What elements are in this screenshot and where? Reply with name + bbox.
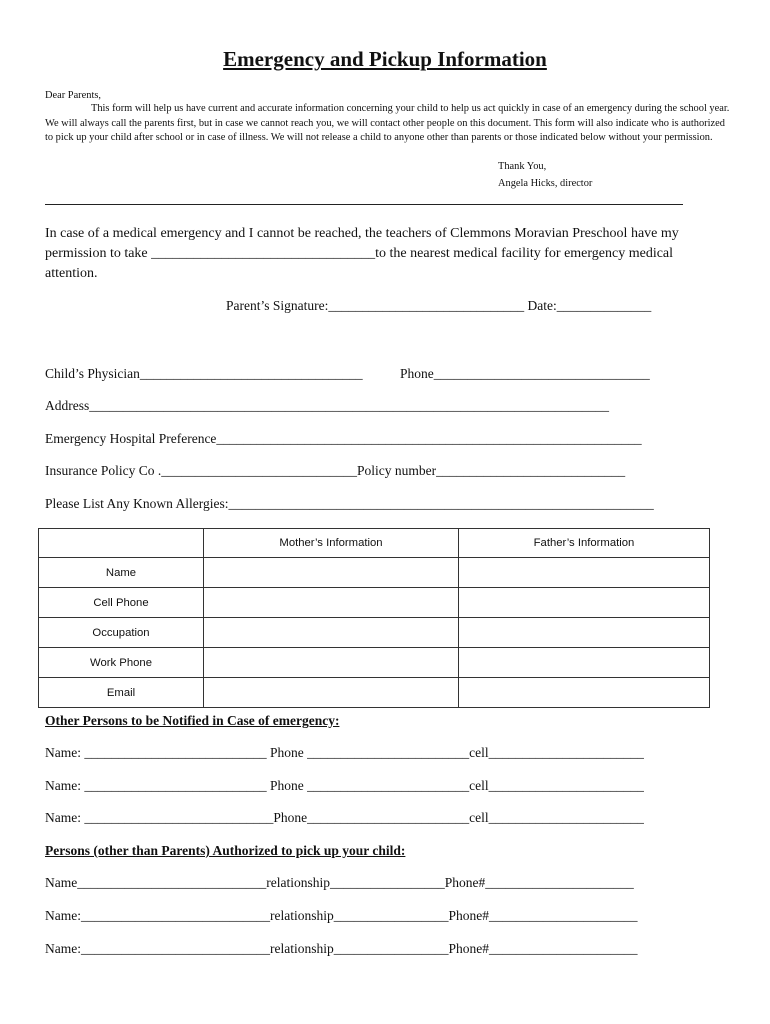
- mother-work-phone-cell[interactable]: [204, 648, 459, 678]
- pickup-line-2[interactable]: Name:____________________________relationship_________________Phone#______________________: [45, 908, 638, 923]
- table-row: [39, 558, 710, 588]
- table-row: [39, 588, 710, 618]
- parent-info-table: [38, 528, 710, 708]
- closing: Thank You,: [498, 161, 547, 172]
- table-row: [39, 678, 710, 708]
- allergies-field[interactable]: Please List Any Known Allergies:_______________________________________________________________: [45, 496, 654, 511]
- other-person-line-1[interactable]: Name: ___________________________ Phone ________________________cell_______________________: [45, 745, 644, 760]
- permission-line-1: In case of a medical emergency and I cannot be reached, the teachers of Clemmons Moravian Preschool have my: [45, 226, 679, 241]
- table-row: [39, 648, 710, 678]
- permission-line-2[interactable]: permission to take ________________________________to the nearest medical facility for emergency medical: [45, 246, 674, 261]
- pickup-heading: Persons (other than Parents) Authorized to pick up your child:: [45, 843, 406, 858]
- mother-name-cell[interactable]: [204, 558, 459, 588]
- hospital-field[interactable]: Emergency Hospital Preference_______________________________________________________________: [45, 431, 642, 446]
- mother-email-cell[interactable]: [204, 678, 459, 708]
- father-occupation-cell[interactable]: [459, 618, 710, 648]
- pickup-line-3[interactable]: Name:____________________________relationship_________________Phone#______________________: [45, 941, 638, 956]
- mother-occupation-cell[interactable]: [204, 618, 459, 648]
- permission-line-3: attention.: [45, 266, 98, 281]
- table-header-blank: [39, 529, 204, 558]
- insurance-field[interactable]: Insurance Policy Co ._____________________________Policy number____________________________: [45, 463, 626, 478]
- letter-body: This form will help us have current and accurate information concerning your child to help us act quickly in case of an emergency during the school year. We will always call the parents first, but in case we cannot reach you, we will contact other people on this document. This form will also indicate who is authorized to pick up your child after school or in case of illness. We will not release a child to anyone other than parents or those indicated below without your permission.: [45, 103, 730, 143]
- father-email-cell[interactable]: [459, 678, 710, 708]
- father-cell-phone-cell[interactable]: [459, 588, 710, 618]
- father-name-cell[interactable]: [459, 558, 710, 588]
- mother-cell-phone-cell[interactable]: [204, 588, 459, 618]
- row-label-occupation: Occupation: [39, 618, 204, 648]
- physician-phone-field[interactable]: Phone________________________________: [400, 366, 650, 381]
- address-field[interactable]: Address_____________________________________________________________________________: [45, 398, 609, 413]
- salutation: Dear Parents,: [45, 90, 101, 101]
- page-title: Emergency and Pickup Information: [223, 47, 547, 71]
- other-persons-heading: Other Persons to be Notified in Case of emergency:: [45, 713, 340, 728]
- table-header-mother: Mother’s Information: [204, 529, 459, 558]
- father-work-phone-cell[interactable]: [459, 648, 710, 678]
- row-label-work-phone: Work Phone: [39, 648, 204, 678]
- pickup-line-1[interactable]: Name____________________________relationship_________________Phone#______________________: [45, 875, 634, 890]
- table-header-father: Father’s Information: [459, 529, 710, 558]
- director-signature: Angela Hicks, director: [498, 178, 593, 189]
- other-person-line-2[interactable]: Name: ___________________________ Phone ________________________cell_______________________: [45, 778, 644, 793]
- row-label-name: Name: [39, 558, 204, 588]
- other-person-line-3[interactable]: Name: ____________________________Phone________________________cell_______________________: [45, 810, 644, 825]
- row-label-cell-phone: Cell Phone: [39, 588, 204, 618]
- row-label-email: Email: [39, 678, 204, 708]
- table-header-row: [39, 529, 710, 558]
- divider: [45, 204, 683, 205]
- parent-signature-field[interactable]: Parent’s Signature:_____________________________ Date:______________: [226, 298, 652, 313]
- physician-field[interactable]: Child’s Physician_________________________________: [45, 366, 363, 381]
- table-row: [39, 618, 710, 648]
